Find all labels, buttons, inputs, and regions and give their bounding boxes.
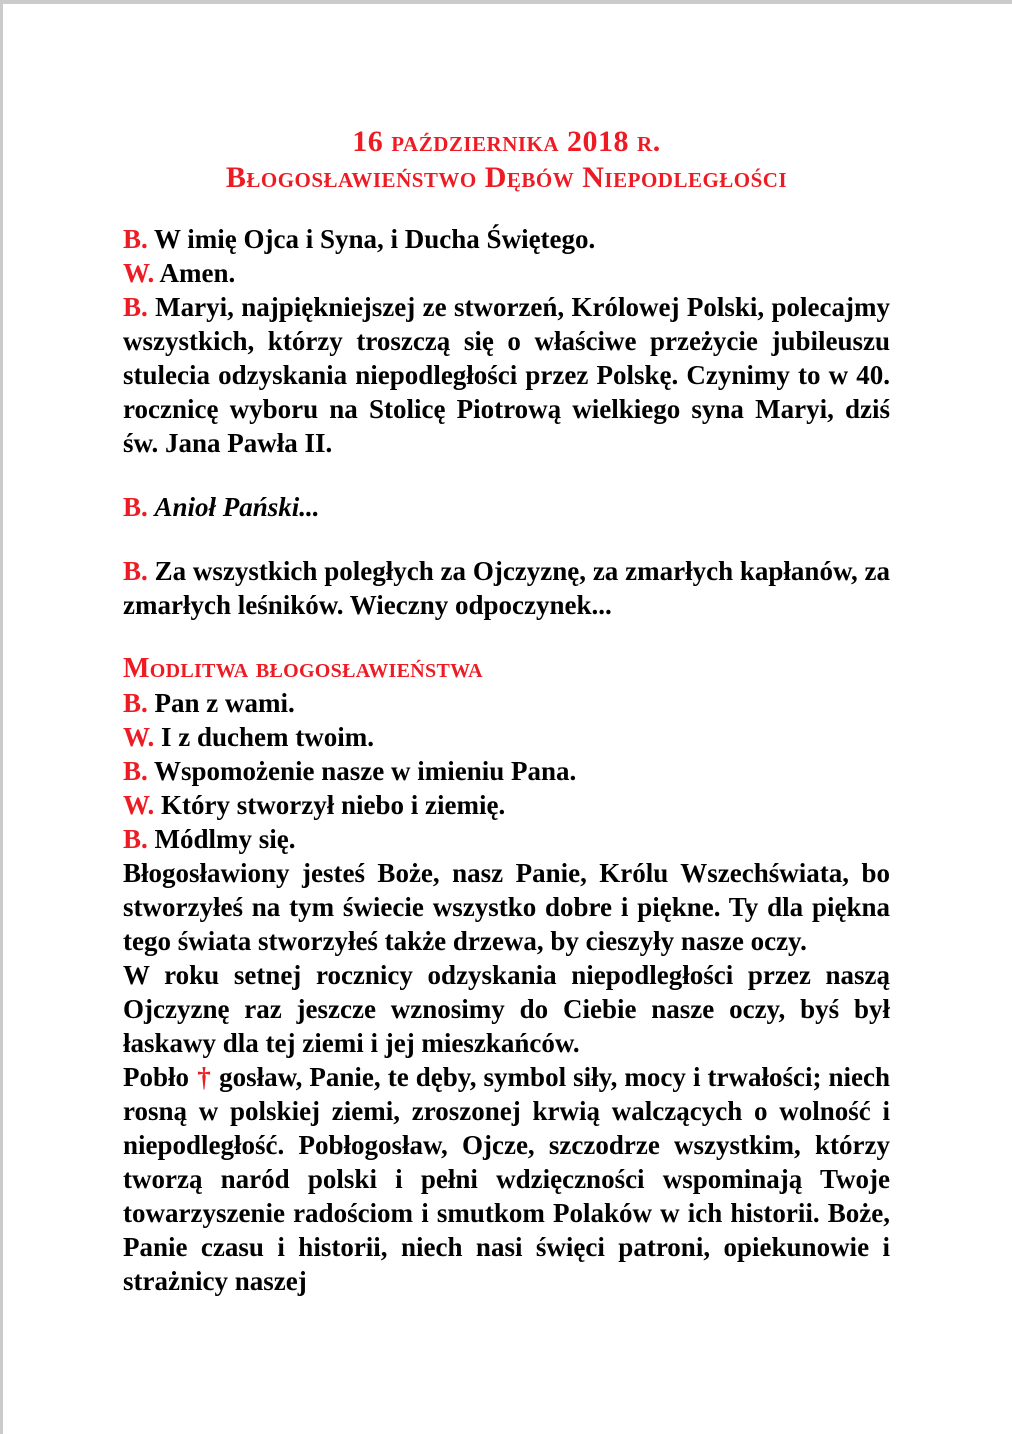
document-title (123, 124, 890, 196)
speaker-label: B. (123, 688, 148, 718)
speaker-label: B. (123, 292, 148, 322)
dialogue-text: Pan z wami. (154, 688, 295, 718)
speaker-label: W. (123, 790, 155, 820)
speaker-label: B. (123, 556, 148, 586)
dialogue-line (123, 222, 890, 256)
dialogue-line (123, 720, 890, 754)
blessing-paragraph (123, 1060, 890, 1298)
for-fallen-paragraph (123, 554, 890, 622)
speaker-label: W. (123, 258, 155, 288)
speaker-label: B. (123, 224, 148, 254)
dialogue-paragraph (123, 290, 890, 460)
speaker-label: B. (123, 824, 148, 854)
dialogue-text: Który stworzył niebo i ziemię. (161, 790, 506, 820)
speaker-label: B. (123, 756, 148, 786)
dialogue-line (123, 822, 890, 856)
prayer-paragraph: Błogosławiony jesteś Boże, nasz Panie, Królu Wszechświata, bo stworzyłeś na tym świecie wszystko dobre i piękne. Ty dla piękna tego świata stworzyłeś także drzewa, by cieszyły nasze oczy. (123, 858, 890, 956)
dialogue-text: Wspomożenie nasze w imieniu Pana. (154, 756, 577, 786)
angelus-text: Anioł Pański... (154, 492, 320, 522)
dialogue-text: Módlmy się. (154, 824, 296, 854)
dialogue-text: W imię Ojca i Syna, i Ducha Świętego. (154, 224, 596, 254)
section-heading: Modlitwa błogosławieństwa (123, 653, 483, 684)
title-subtitle-line: Błogosławieństwo Dębów Niepodległości (225, 161, 788, 194)
dialogue-line (123, 788, 890, 822)
dialogue-line (123, 754, 890, 788)
speaker-label: B. (123, 492, 148, 522)
dialogue-text: Amen. (159, 258, 236, 288)
prayer-paragraph: W roku setnej rocznicy odzyskania niepodległości przez naszą Ojczyznę raz jeszcze wznosimy do Ciebie nasze oczy, byś był łaskawy dla tej ziemi i jej mieszkańców. (123, 960, 890, 1058)
page-content (3, 4, 1012, 1298)
dialogue-text: Za wszystkich poległych za Ojczyznę, za zmarłych kapłanów, za zmarłych leśników. Wieczny odpoczynek... (123, 556, 890, 620)
dialogue-line (123, 256, 890, 290)
dialogue-line (123, 686, 890, 720)
blessing-text-after: gosław, Panie, te dęby, symbol siły, mocy i trwałości; niech rosną w polskiej ziemi, zroszonej krwią walczących o wolność i niepodległość. Pobłogosław, Ojcze, szczodrze wszystkim, którzy tworzą naród polski i pełni wdzięczności wspominają Twoje towarzyszenie radościom i smutkom Polaków w ich historii. Boże, Panie czasu i historii, niech nasi święci patroni, opiekunowie i strażnicy naszej (123, 1062, 890, 1296)
dialogue-text: I z duchem twoim. (161, 722, 375, 752)
blessing-text-before: Pobło (123, 1062, 190, 1092)
dialogue-text: Maryi, najpiękniejszej ze stworzeń, Królowej Polski, polecajmy wszystkich, którzy troszczą się o właściwe przeżycie jubileuszu stulecia odzyskania niepodległości przez Polskę. Czynimy to w 40. rocznicę wyboru na Stolicę Piotrową wielkiego syna Maryi, dziś św. Jana Pawła II. (123, 292, 891, 458)
title-date-line: 16 października 2018 r. (352, 125, 661, 158)
angelus-line (123, 490, 890, 524)
blessing-cross-icon: † (197, 1062, 212, 1092)
speaker-label: W. (123, 722, 155, 752)
